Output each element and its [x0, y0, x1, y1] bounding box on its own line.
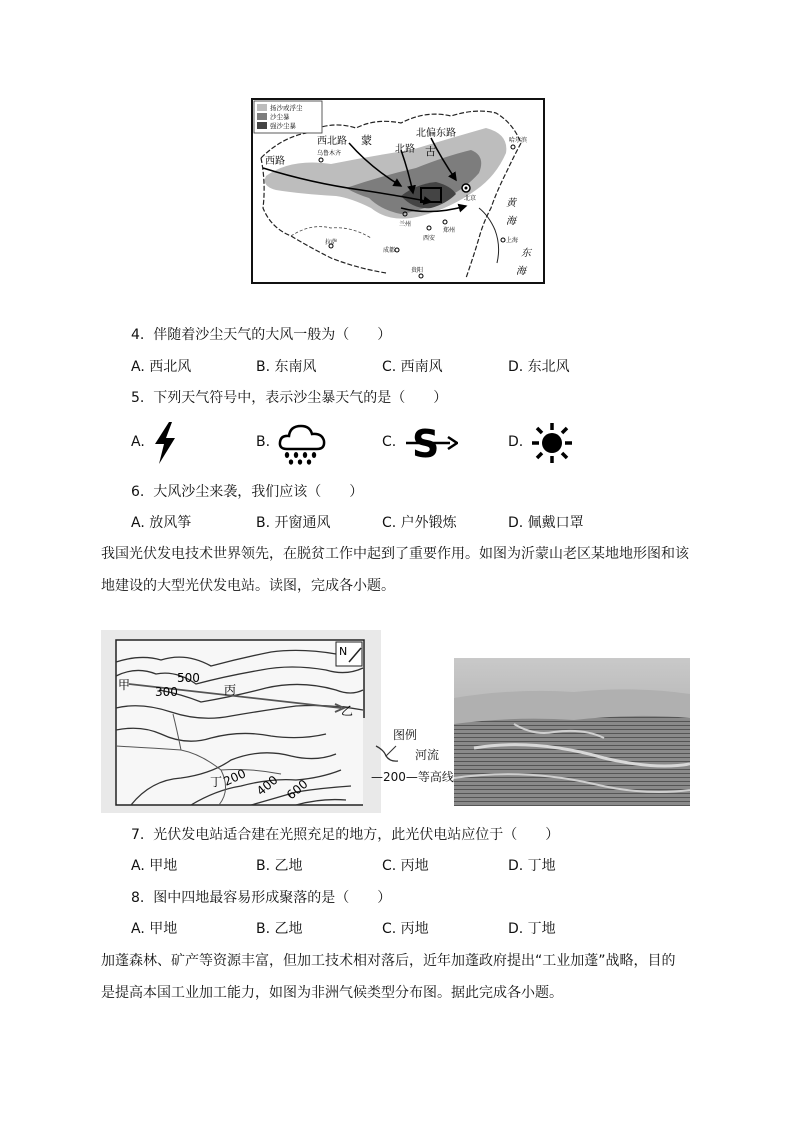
label-shanghai: 上海 — [506, 237, 519, 244]
place-jia: 甲 — [118, 678, 131, 692]
north-label: N — [339, 645, 348, 658]
question-stem: 伴随着沙尘天气的大风一般为（ ） — [153, 327, 392, 343]
option-b[interactable]: B. — [256, 434, 271, 450]
option-a[interactable]: A. 放风筝 — [131, 515, 192, 531]
question-number: 7. — [131, 827, 145, 843]
solar-farm-photo — [454, 658, 690, 806]
question-stem: 大风沙尘来袭，我们应该（ ） — [153, 484, 364, 500]
label-northeast: 北偏东路 — [416, 128, 456, 139]
label-lanzhou: 兰州 — [399, 221, 412, 228]
svg-text:S: S — [412, 424, 440, 462]
option-a[interactable]: A. — [131, 434, 145, 450]
option-d[interactable]: D. 佩戴口罩 — [508, 515, 584, 531]
question-4 — [131, 324, 391, 344]
label-guiyang: 贵阳 — [411, 267, 424, 274]
river-legend-icon — [374, 744, 400, 764]
passage-2-line-2: 是提高本国工业加工能力，如图为非洲气候类型分布图。据此完成各小题。 — [101, 985, 563, 1001]
contour-600: 600 — [283, 776, 311, 803]
legend-storm: 沙尘暴 — [270, 113, 290, 121]
question-number: 8. — [131, 890, 145, 906]
place-yi: 乙 — [341, 704, 354, 718]
contour-300: 300 — [155, 685, 178, 699]
label-northwest: 西北路 — [317, 136, 347, 147]
passage-2-line-1: 加蓬森林、矿产等资源丰富，但加工技术相对落后，近年加蓬政府提出“工业加蓬”战略，目的 — [101, 953, 676, 969]
option-b[interactable]: B. 乙地 — [256, 858, 303, 874]
legend-strong: 强沙尘暴 — [270, 122, 296, 130]
label-chengdu: 成都 — [383, 247, 396, 254]
rain-cloud-icon — [277, 421, 329, 465]
legend-river: 河流 — [415, 748, 440, 762]
option-c[interactable]: C. 西南风 — [382, 359, 443, 375]
place-bing: 丙 — [224, 683, 237, 697]
question-stem: 图中四地最容易形成聚落的是（ ） — [153, 890, 392, 906]
contour-500: 500 — [177, 671, 200, 685]
label-east-2: 海 — [516, 266, 526, 277]
question-number: 4. — [131, 327, 145, 343]
option-d[interactable]: D. 丁地 — [508, 921, 556, 937]
option-b[interactable]: B. 东南风 — [256, 359, 317, 375]
label-yellow-2: 海 — [506, 216, 516, 227]
option-c[interactable]: C. 丙地 — [382, 921, 429, 937]
label-north: 北路 — [395, 144, 415, 155]
label-xian: 西安 — [423, 235, 436, 242]
legend-contour-value: 200 — [383, 770, 406, 784]
option-c[interactable]: C. 户外锻炼 — [382, 515, 457, 531]
label-urumqi: 乌鲁木齐 — [317, 150, 342, 157]
option-d[interactable]: D. 丁地 — [508, 858, 556, 874]
label-mongolia-1: 蒙 — [361, 134, 372, 147]
label-lhasa: 拉萨 — [325, 239, 338, 246]
question-number: 6. — [131, 484, 145, 500]
question-5 — [131, 387, 447, 407]
legend-contour-label: 等高线 — [417, 770, 454, 784]
passage-1-line-1: 我国光伏发电技术世界领先，在脱贫工作中起到了重要作用。如图为沂蒙山老区某地地形图和该 — [101, 546, 689, 562]
legend-light: 扬沙或浮尘 — [270, 104, 303, 112]
label-east-1: 东 — [521, 248, 531, 259]
question-stem: 下列天气符号中，表示沙尘暴天气的是（ ） — [153, 390, 448, 406]
question-7 — [131, 824, 559, 844]
option-a[interactable]: A. 西北风 — [131, 359, 192, 375]
question-6 — [131, 481, 363, 501]
question-stem: 光伏发电站适合建在光照充足的地方，此光伏电站应位于（ ） — [153, 827, 560, 843]
option-c[interactable]: C. — [382, 434, 397, 450]
label-west: 西路 — [265, 156, 285, 167]
passage-1-line-2: 地建设的大型光伏发电站。读图，完成各小题。 — [101, 578, 395, 594]
sandstorm-icon — [404, 424, 458, 462]
contour-400: 400 — [253, 772, 281, 799]
option-c[interactable]: C. 丙地 — [382, 858, 429, 874]
topographic-map — [101, 630, 381, 813]
label-harbin: 哈尔滨 — [509, 137, 528, 144]
label-yellow-1: 黄 — [506, 198, 516, 209]
question-number: 5. — [131, 390, 145, 406]
dust-storm-map — [251, 98, 545, 284]
option-b[interactable]: B. 乙地 — [256, 921, 303, 937]
option-d[interactable]: D. 东北风 — [508, 359, 570, 375]
legend-contour: —200—等高线 — [371, 770, 454, 784]
place-ding: 丁 — [210, 775, 223, 789]
question-8 — [131, 887, 391, 907]
contour-200: 200 — [221, 766, 249, 789]
option-d[interactable]: D. — [508, 434, 524, 450]
lightning-icon — [153, 422, 177, 464]
label-zhengzhou: 郑州 — [443, 227, 456, 234]
sun-icon — [531, 422, 573, 464]
option-b[interactable]: B. 开窗通风 — [256, 515, 331, 531]
option-a[interactable]: A. 甲地 — [131, 858, 178, 874]
label-mongolia-2: 古 — [425, 145, 436, 158]
legend-title: 图例 — [393, 728, 418, 742]
option-a[interactable]: A. 甲地 — [131, 921, 178, 937]
label-beijing: 北京 — [464, 195, 477, 202]
